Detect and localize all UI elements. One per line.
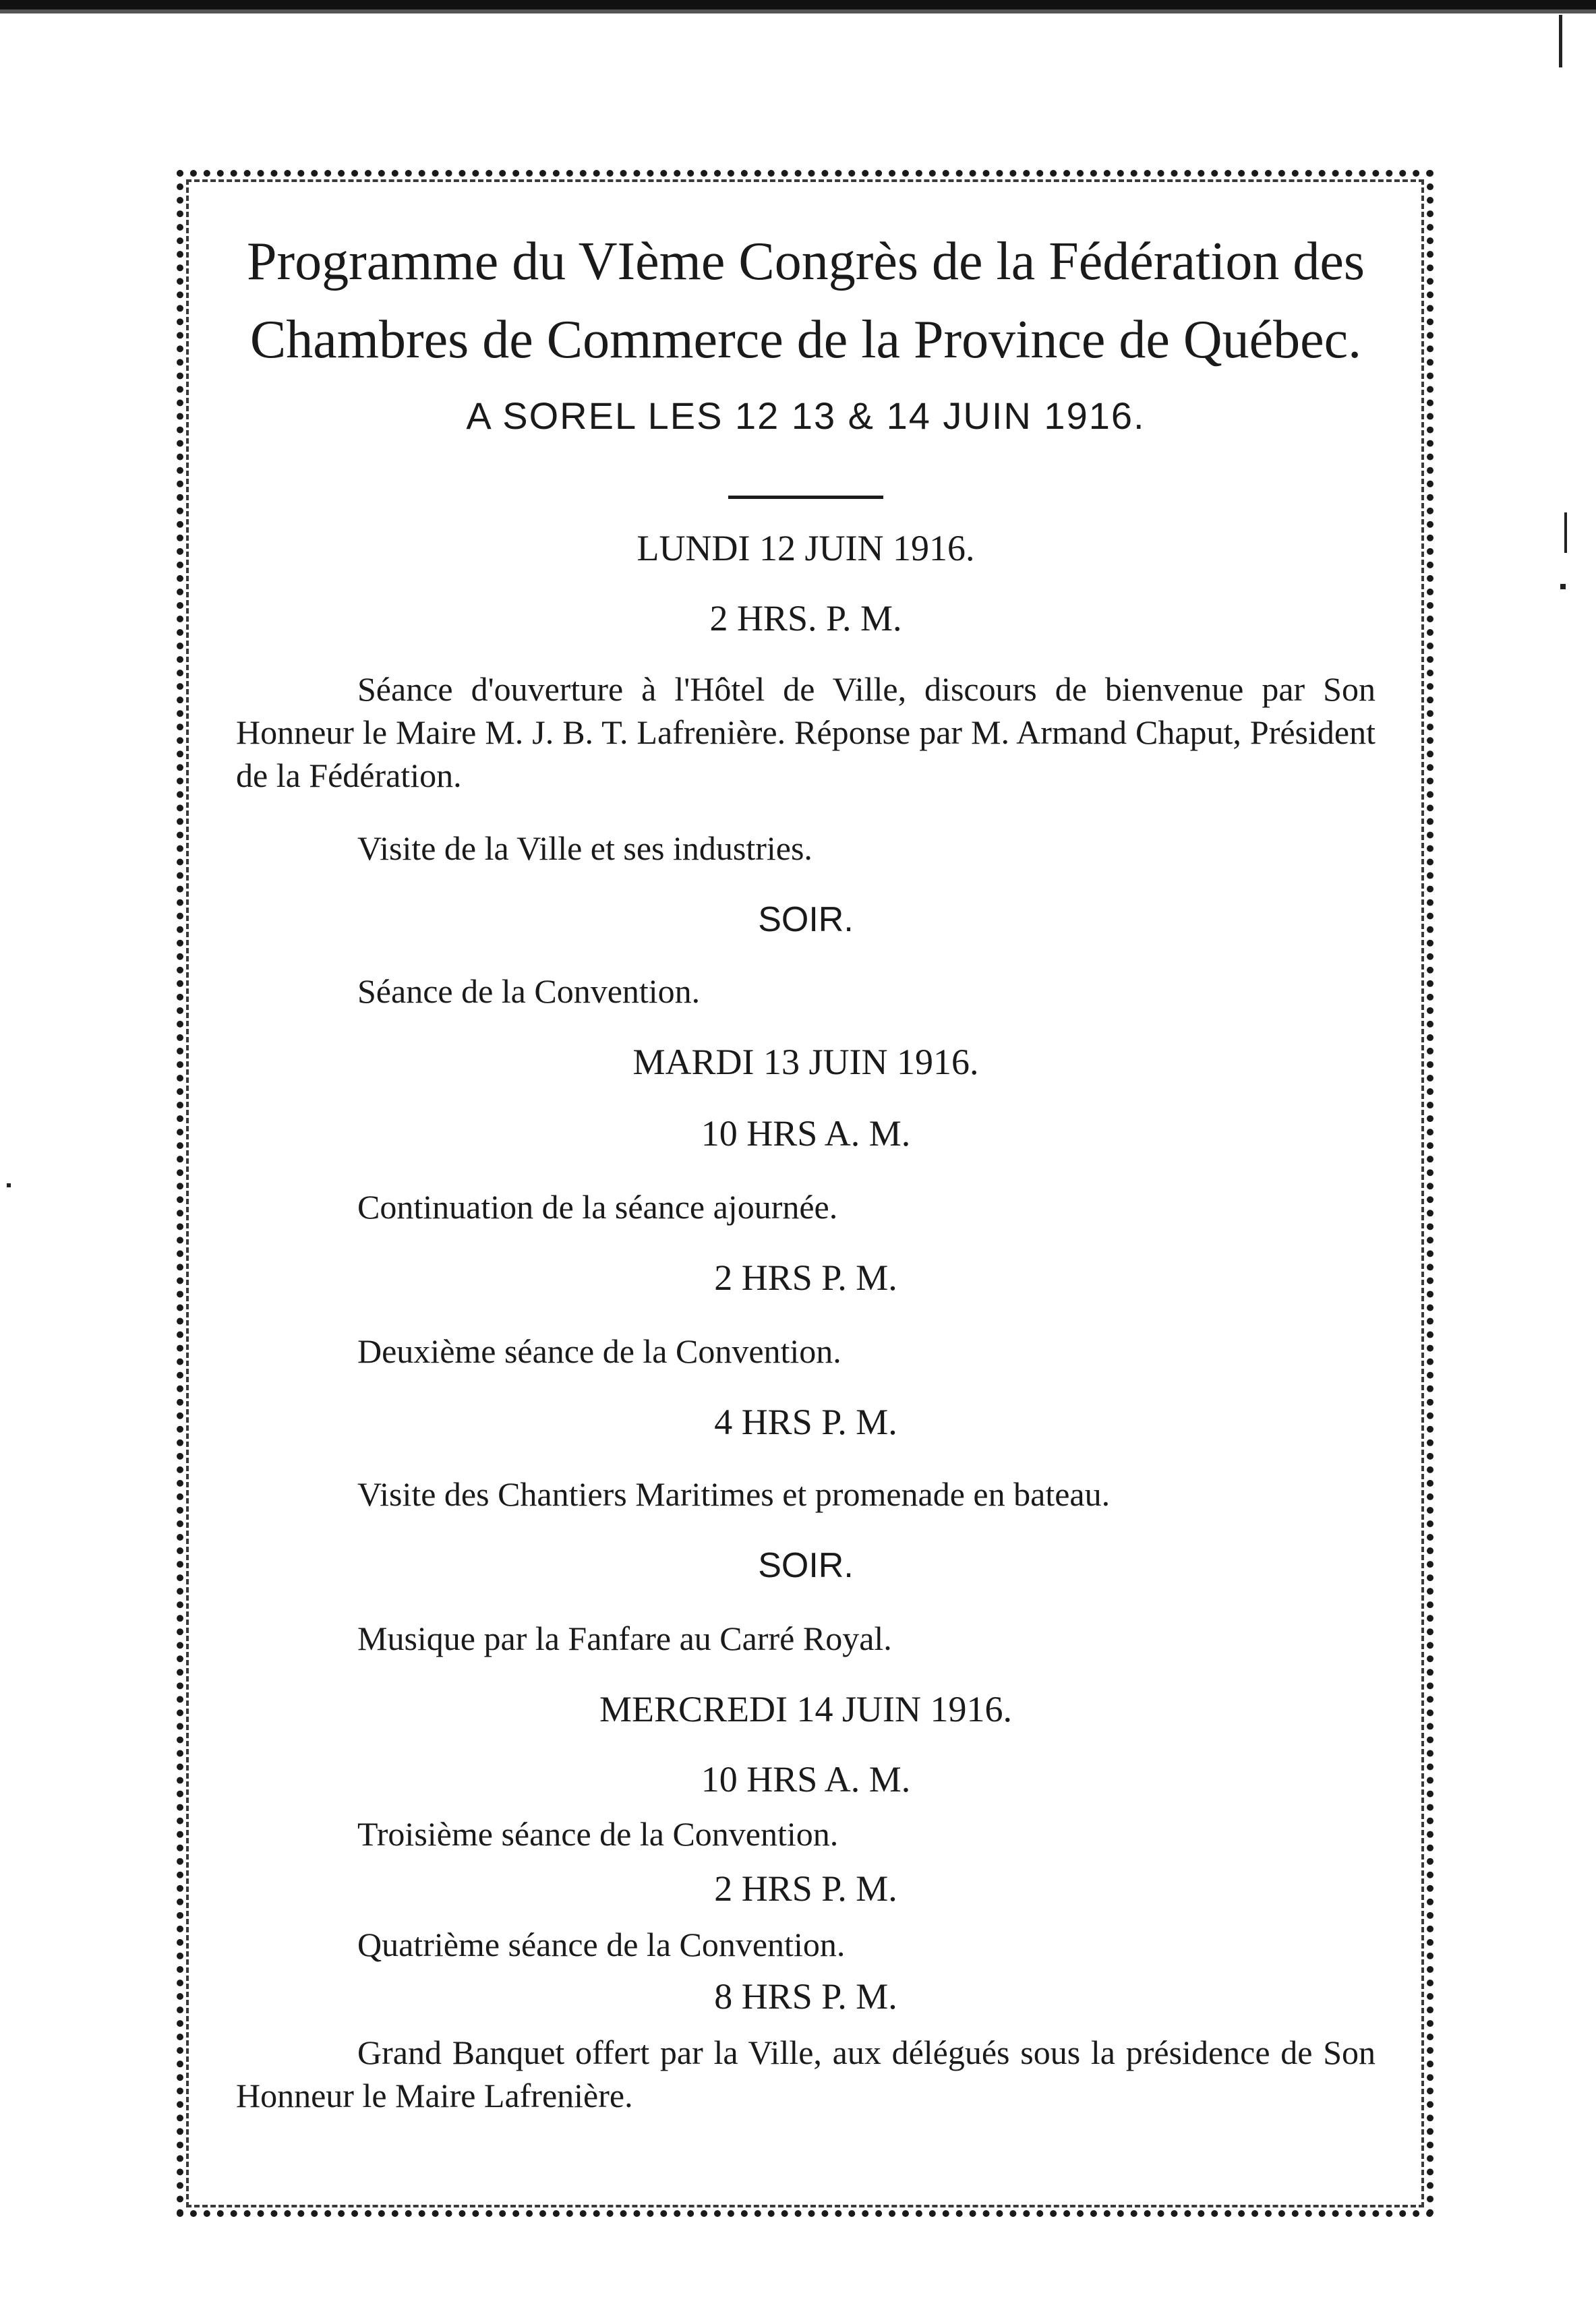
- time-heading: 8 HRS P. M.: [714, 1976, 897, 2017]
- event-text: Séance de la Convention.: [357, 972, 701, 1010]
- event-text: Séance d'ouverture à l'Hôtel de Ville, discours de bienvenue par Son Honneur le Maire M. J. B. T. Lafrenière. Réponse par M. Armand Chaput, Président de la Fédération.: [236, 670, 1376, 794]
- time-heading: SOIR.: [758, 1546, 854, 1585]
- title-line-2: Chambres de Commerce de la Province de Québec.: [249, 310, 1362, 369]
- scan-mark-right: [1559, 15, 1562, 67]
- time-heading: 2 HRS P. M.: [714, 1257, 897, 1298]
- day-heading: MARDI 13 JUIN 1916.: [632, 1042, 979, 1082]
- event-text: Musique par la Fanfare au Carré Royal.: [357, 1620, 892, 1657]
- scan-dot-right: [1560, 584, 1566, 589]
- event-text: Deuxième séance de la Convention.: [357, 1332, 841, 1370]
- time-heading: 10 HRS A. M.: [701, 1759, 911, 1800]
- event-text: Troisième séance de la Convention.: [357, 1815, 839, 1853]
- day-heading: LUNDI 12 JUIN 1916.: [637, 528, 975, 568]
- scan-dot-left: [7, 1183, 11, 1187]
- time-heading: 10 HRS A. M.: [701, 1113, 911, 1154]
- event-text: Visite des Chantiers Maritimes et promenade en bateau.: [357, 1475, 1111, 1513]
- time-heading: 2 HRS. P. M.: [709, 598, 902, 639]
- time-heading: SOIR.: [758, 900, 854, 939]
- day-heading: MERCREDI 14 JUIN 1916.: [599, 1689, 1012, 1729]
- scan-edge-top: [0, 0, 1596, 9]
- time-heading: 2 HRS P. M.: [714, 1868, 897, 1909]
- title-divider: [728, 496, 883, 499]
- time-heading: 4 HRS P. M.: [714, 1402, 897, 1442]
- event-text: Visite de la Ville et ses industries.: [357, 829, 812, 867]
- scan-edge-shadow: [0, 9, 1596, 13]
- programme-content: [236, 222, 1376, 2117]
- event-text: Grand Banquet offert par la Ville, aux délégués sous la présidence de Son Honneur le Maire Lafrenière.: [236, 2034, 1376, 2114]
- title-line-1: Programme du VIème Congrès de la Fédération des: [246, 232, 1365, 291]
- scan-mark-right-2: [1564, 512, 1567, 553]
- subtitle: A SOREL LES 12 13 & 14 JUIN 1916.: [466, 394, 1146, 437]
- event-text: Quatrième séance de la Convention.: [357, 1926, 846, 1963]
- event-text: Continuation de la séance ajournée.: [357, 1188, 838, 1226]
